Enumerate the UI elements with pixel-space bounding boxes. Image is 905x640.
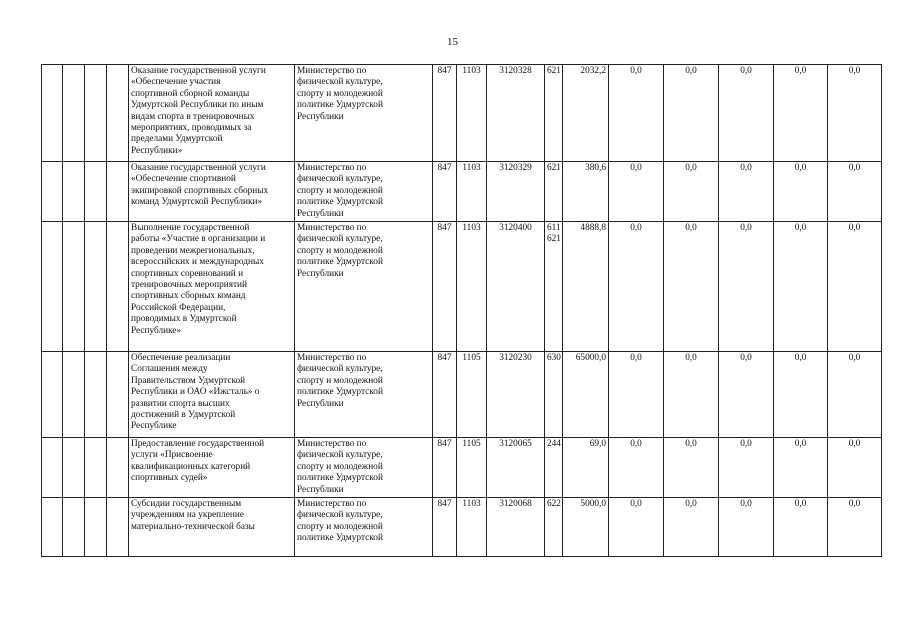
target-code-cell (487, 438, 545, 498)
value-cell (609, 162, 664, 222)
zero-value: 0,0 (685, 66, 697, 76)
target-code-cell (487, 352, 545, 438)
expense-type-cell (545, 352, 563, 438)
empty-cell (42, 498, 63, 557)
value-cell (719, 222, 774, 352)
target-code: 3120328 (499, 66, 532, 76)
value-cell (664, 222, 719, 352)
expense-type-cell (545, 438, 563, 498)
value-cell (719, 162, 774, 222)
program-name-line: Республики и ОАО «Ижсталь» о (131, 387, 260, 398)
value-cell (774, 162, 828, 222)
zero-value: 0,0 (630, 353, 642, 364)
zero-value: 0,0 (740, 223, 752, 234)
ministry-line: спорту и молодежной (297, 185, 383, 196)
program-name-line: Соглашения между (131, 364, 208, 375)
section-code: 1105 (462, 353, 481, 364)
zero-value: 0,0 (848, 66, 861, 76)
empty-cell (42, 65, 63, 162)
program-name-cell (129, 65, 295, 162)
empty-cell (42, 162, 63, 222)
empty-cell (107, 222, 129, 352)
program-name-line: Удмуртской Республики по иным (131, 100, 264, 111)
ministry-line: Министерство по (297, 439, 367, 450)
grbs-code-cell (433, 65, 457, 162)
value-cell (774, 438, 828, 498)
program-name-line: Республики» (131, 145, 183, 156)
expense-type-code: 621 (547, 163, 561, 173)
grbs-code: 847 (437, 499, 452, 510)
value-cell (828, 352, 882, 438)
zero-value: 0,0 (794, 223, 807, 234)
target-code: 3120329 (499, 163, 532, 173)
ministry-line: Министерство по (297, 163, 367, 173)
program-name-line: всероссийских и международных (131, 257, 264, 268)
section-code-cell (457, 438, 487, 498)
section-code-cell (457, 65, 487, 162)
value-cell (609, 222, 664, 352)
amount-value: 69,0 (589, 439, 606, 450)
empty-cell (107, 438, 129, 498)
zero-value: 0,0 (848, 223, 861, 234)
amount-cell (563, 222, 609, 352)
page-number: 15 (447, 36, 458, 48)
program-name-line: спортивной сборной команды (131, 88, 250, 99)
program-name-line: услуги «Присвоение (131, 450, 213, 461)
ministry-cell (295, 65, 433, 162)
target-code: 3120400 (499, 223, 532, 234)
empty-cell (63, 498, 85, 557)
zero-value: 0,0 (794, 353, 807, 364)
empty-cell (85, 352, 107, 438)
program-name-cell (129, 438, 295, 498)
zero-value: 0,0 (630, 499, 642, 510)
ministry-line: Министерство по (297, 223, 367, 234)
grbs-code: 847 (437, 66, 452, 76)
target-code-cell (487, 65, 545, 162)
program-name-line: материально-технической базы (131, 521, 255, 532)
program-name-line: Оказание государственной услуги (131, 66, 266, 76)
expense-type-code: 621 (547, 66, 561, 76)
grbs-code: 847 (437, 439, 452, 450)
ministry-line: спорту и молодежной (297, 461, 383, 472)
grbs-code-cell (433, 352, 457, 438)
program-name-line: Выполнение государственной (131, 223, 250, 234)
program-name-line: Российской Федерации, (131, 302, 226, 313)
program-name-line: развитии спорта высших (131, 398, 230, 409)
table-row (42, 498, 882, 557)
empty-cell (85, 222, 107, 352)
grbs-code-cell (433, 498, 457, 557)
table-row (42, 65, 882, 162)
program-name-line: тренировочных мероприятий (131, 280, 247, 291)
amount-value: 2032,2 (580, 66, 606, 76)
zero-value: 0,0 (630, 66, 642, 76)
ministry-line: физической культуре, (297, 234, 383, 245)
program-name-cell (129, 222, 295, 352)
zero-value: 0,0 (630, 439, 642, 450)
program-name-line: Республике» (131, 325, 182, 336)
empty-cell (107, 162, 129, 222)
table-row (42, 438, 882, 498)
value-cell (609, 438, 664, 498)
value-cell (664, 352, 719, 438)
ministry-line: Министерство по (297, 66, 367, 76)
value-cell (664, 65, 719, 162)
section-code: 1103 (462, 499, 481, 510)
ministry-line: спорту и молодежной (297, 88, 383, 99)
zero-value: 0,0 (740, 353, 752, 364)
expense-type-cell (545, 222, 563, 352)
zero-value: 0,0 (848, 163, 861, 173)
value-cell (719, 65, 774, 162)
value-cell (664, 438, 719, 498)
value-cell (774, 65, 828, 162)
target-code: 3120065 (499, 439, 532, 450)
table-row (42, 222, 882, 352)
zero-value: 0,0 (685, 223, 697, 234)
empty-cell (85, 498, 107, 557)
grbs-code: 847 (437, 223, 452, 234)
zero-value: 0,0 (848, 353, 861, 364)
value-cell (828, 498, 882, 557)
zero-value: 0,0 (630, 223, 642, 234)
empty-cell (63, 438, 85, 498)
program-name-line: квалификационных категорий (131, 461, 251, 472)
empty-cell (85, 162, 107, 222)
section-code: 1103 (462, 223, 481, 234)
empty-cell (107, 498, 129, 557)
amount-value: 4888,8 (580, 223, 606, 234)
value-cell (719, 352, 774, 438)
zero-value: 0,0 (794, 439, 807, 450)
zero-value: 0,0 (848, 439, 861, 450)
program-name-cell (129, 498, 295, 557)
value-cell (664, 498, 719, 557)
zero-value: 0,0 (740, 439, 752, 450)
empty-cell (85, 438, 107, 498)
program-name-line: работы «Участие в организации и (131, 234, 266, 245)
ministry-cell (295, 162, 433, 222)
ministry-line: политике Удмуртской (297, 257, 383, 268)
expense-type-cell (545, 65, 563, 162)
ministry-cell (295, 352, 433, 438)
expense-type-cell (545, 162, 563, 222)
ministry-line: спорту и молодежной (297, 521, 383, 532)
zero-value: 0,0 (685, 439, 697, 450)
grbs-code-cell (433, 222, 457, 352)
section-code: 1103 (462, 163, 481, 173)
ministry-line: физической культуре, (297, 510, 383, 521)
ministry-line: Республики (297, 208, 344, 219)
amount-cell (563, 65, 609, 162)
zero-value: 0,0 (685, 499, 697, 510)
section-code-cell (457, 352, 487, 438)
amount-value: 380,6 (585, 163, 606, 173)
ministry-line: Республики (297, 484, 344, 495)
section-code-cell (457, 222, 487, 352)
ministry-line: физической культуре, (297, 77, 383, 88)
program-name-line: команд Удмуртской Республики» (131, 197, 263, 208)
empty-cell (85, 65, 107, 162)
zero-value: 0,0 (848, 499, 861, 510)
ministry-cell (295, 498, 433, 557)
target-code: 3120230 (499, 353, 532, 364)
zero-value: 0,0 (740, 66, 752, 76)
ministry-line: физической культуре, (297, 450, 383, 461)
program-name-line: мероприятиях, проводимых за (131, 123, 252, 134)
empty-cell (107, 352, 129, 438)
program-name-line: Предоставление государственной (131, 439, 265, 450)
value-cell (774, 352, 828, 438)
zero-value: 0,0 (794, 66, 807, 76)
ministry-line: физической культуре, (297, 364, 383, 375)
program-name-line: «Обеспечение спортивной (131, 174, 236, 185)
ministry-line: Министерство по (297, 499, 367, 510)
program-name-cell (129, 352, 295, 438)
empty-cell (63, 162, 85, 222)
program-name-line: спортивных судей» (131, 473, 208, 484)
budget-table (41, 64, 882, 557)
table-row (42, 162, 882, 222)
value-cell (828, 222, 882, 352)
expense-type-code: 611 (547, 223, 561, 234)
ministry-line: политике Удмуртской (297, 387, 383, 398)
ministry-line: Республики (297, 111, 344, 122)
amount-cell (563, 498, 609, 557)
grbs-code-cell (433, 162, 457, 222)
expense-type-cell (545, 498, 563, 557)
ministry-cell (295, 438, 433, 498)
expense-type-code: 621 (547, 234, 561, 245)
value-cell (609, 65, 664, 162)
value-cell (774, 222, 828, 352)
ministry-line: политике Удмуртской (297, 197, 383, 208)
program-name-cell (129, 162, 295, 222)
empty-cell (63, 352, 85, 438)
program-name-line: Республике (131, 421, 177, 432)
program-name-line: экипировкой спортивных сборных (131, 185, 269, 196)
value-cell (719, 438, 774, 498)
program-name-line: проведении межрегиональных, (131, 245, 255, 256)
grbs-code: 847 (437, 353, 452, 364)
value-cell (828, 162, 882, 222)
value-cell (719, 498, 774, 557)
expense-type-code: 622 (547, 499, 561, 510)
target-code-cell (487, 162, 545, 222)
empty-cell (107, 65, 129, 162)
zero-value: 0,0 (685, 163, 697, 173)
grbs-code-cell (433, 438, 457, 498)
amount-value: 65000,0 (575, 353, 606, 364)
value-cell (828, 438, 882, 498)
amount-cell (563, 162, 609, 222)
ministry-line: спорту и молодежной (297, 375, 383, 386)
amount-cell (563, 438, 609, 498)
expense-type-code: 244 (547, 439, 561, 450)
empty-cell (42, 222, 63, 352)
program-name-line: Обеспечение реализации (131, 353, 231, 364)
value-cell (828, 65, 882, 162)
zero-value: 0,0 (740, 163, 752, 173)
expense-type-code: 630 (547, 353, 561, 364)
program-name-line: Субсидии государственным (131, 499, 242, 510)
ministry-line: Республики (297, 268, 344, 279)
zero-value: 0,0 (740, 499, 752, 510)
section-code-cell (457, 498, 487, 557)
target-code-cell (487, 498, 545, 557)
zero-value: 0,0 (630, 163, 642, 173)
program-name-line: достижений в Удмуртской (131, 410, 236, 421)
table-row (42, 352, 882, 438)
grbs-code: 847 (437, 163, 452, 173)
target-code: 3120068 (499, 499, 532, 510)
value-cell (609, 352, 664, 438)
target-code-cell (487, 222, 545, 352)
program-name-line: Правительством Удмуртской (131, 375, 246, 386)
ministry-line: физической культуре, (297, 174, 383, 185)
program-name-line: проводимых в Удмуртской (131, 314, 237, 325)
ministry-line: Министерство по (297, 353, 367, 364)
program-name-line: Оказание государственной услуги (131, 163, 266, 173)
zero-value: 0,0 (794, 163, 807, 173)
zero-value: 0,0 (685, 353, 697, 364)
section-code: 1105 (462, 439, 481, 450)
empty-cell (63, 65, 85, 162)
section-code: 1103 (462, 66, 481, 76)
ministry-cell (295, 222, 433, 352)
program-name-line: учреждениям на укрепление (131, 510, 244, 521)
value-cell (664, 162, 719, 222)
program-name-line: спортивных соревнований и (131, 268, 244, 279)
value-cell (609, 498, 664, 557)
program-name-line: спортивных сборных команд (131, 291, 246, 302)
ministry-line: политике Удмуртской (297, 533, 383, 544)
program-name-line: пределами Удмуртской (131, 134, 223, 145)
ministry-line: Республики (297, 398, 344, 409)
program-name-line: «Обеспечение участия (131, 77, 221, 88)
ministry-line: спорту и молодежной (297, 245, 383, 256)
empty-cell (42, 438, 63, 498)
zero-value: 0,0 (794, 499, 807, 510)
empty-cell (42, 352, 63, 438)
section-code-cell (457, 162, 487, 222)
amount-value: 5000,0 (580, 499, 606, 510)
program-name-line: видам спорта в тренировочных (131, 111, 255, 122)
amount-cell (563, 352, 609, 438)
empty-cell (63, 222, 85, 352)
ministry-line: политике Удмуртской (297, 473, 383, 484)
value-cell (774, 498, 828, 557)
ministry-line: политике Удмуртской (297, 100, 383, 111)
